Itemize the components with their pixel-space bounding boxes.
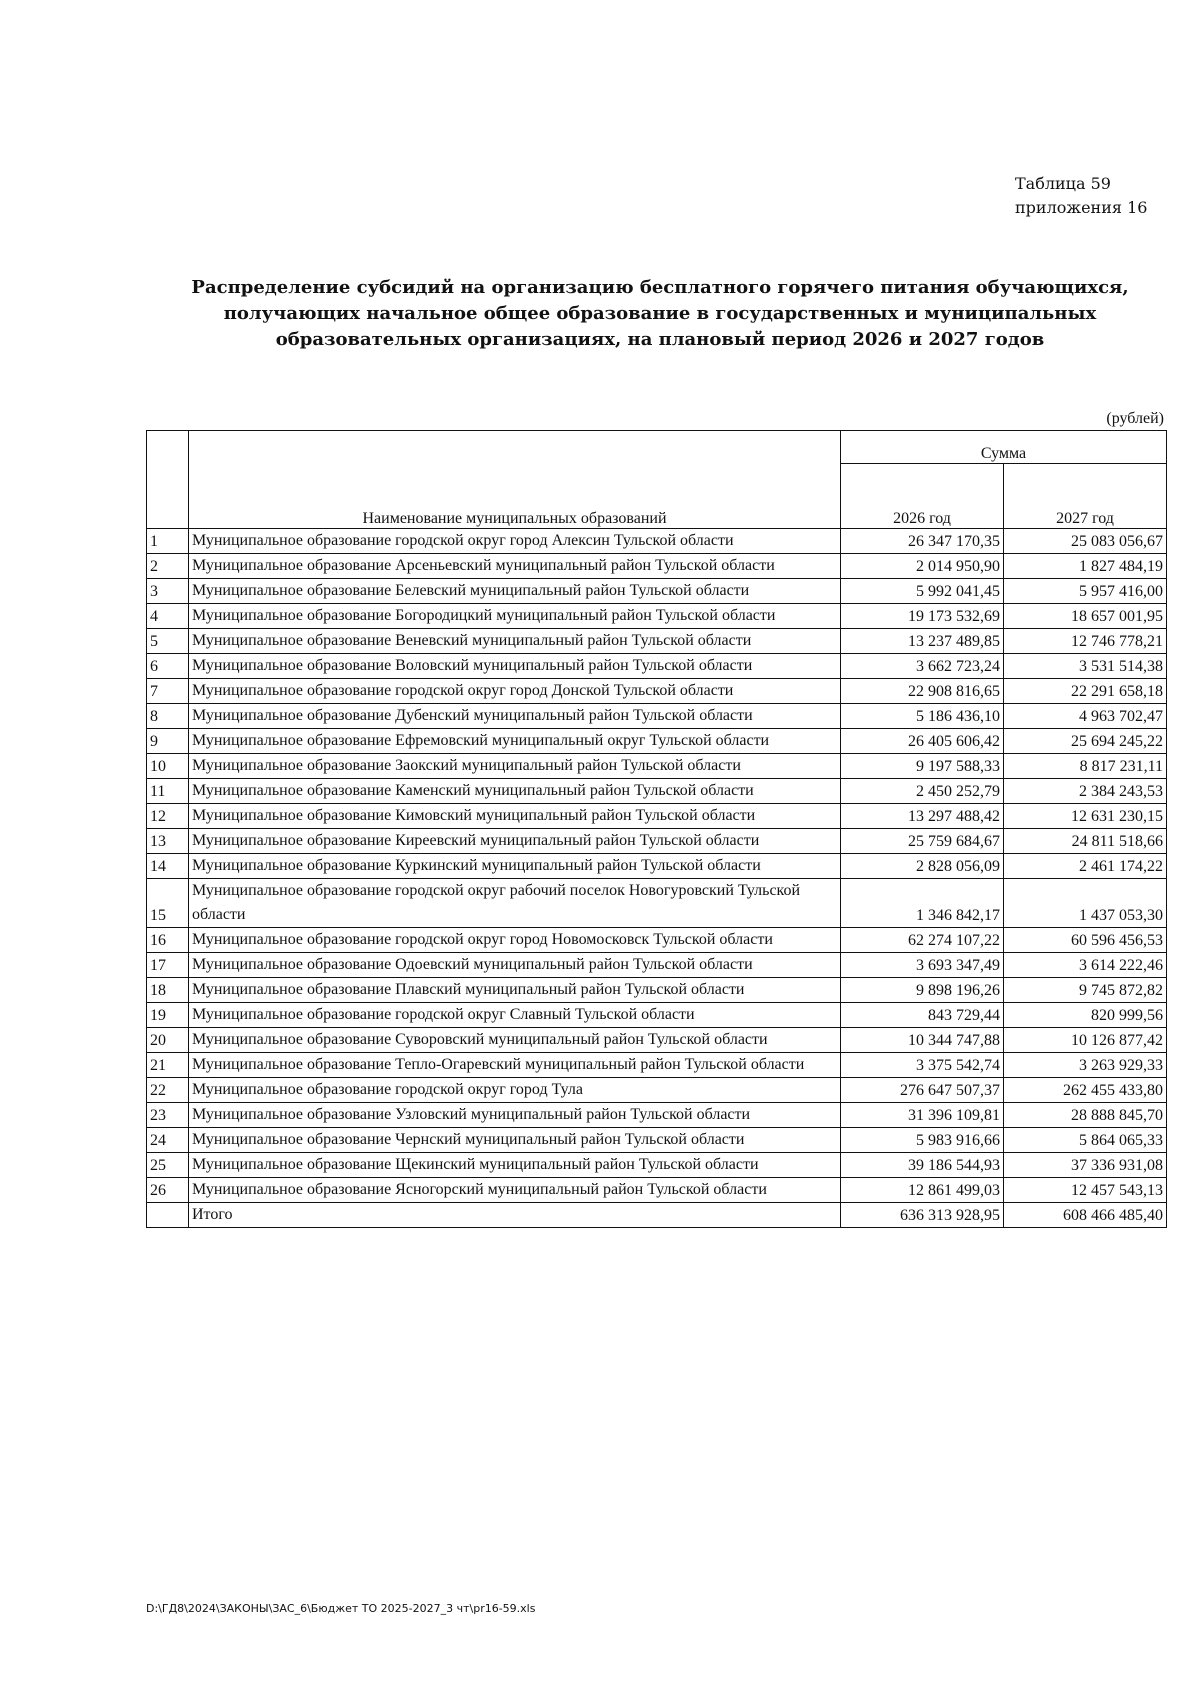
row-number: 5: [147, 629, 189, 654]
file-path-footer: D:\ГД8\2024\ЗАКОНЫ\ЗАС_6\Бюджет ТО 2025-2027_3 чт\pr16-59.xls: [146, 1602, 536, 1615]
total-row: [147, 1203, 1167, 1228]
row-number: 20: [147, 1028, 189, 1053]
amount-2027: 12 746 778,21: [1004, 629, 1167, 654]
table-row: [147, 704, 1167, 729]
table-row: [147, 754, 1167, 779]
amount-2027: 25 083 056,67: [1004, 529, 1167, 554]
amount-2026: 1 346 842,17: [841, 879, 1004, 928]
amount-2027: 8 817 231,11: [1004, 754, 1167, 779]
municipality-name: Муниципальное образование городской округ город Донской Тульской области: [189, 679, 841, 704]
amount-2027: 2 384 243,53: [1004, 779, 1167, 804]
amount-2026: 39 186 544,93: [841, 1153, 1004, 1178]
table-row: [147, 1028, 1167, 1053]
row-number: 18: [147, 978, 189, 1003]
row-number: 3: [147, 579, 189, 604]
amount-2027: 2 461 174,22: [1004, 854, 1167, 879]
table-row: [147, 1078, 1167, 1103]
amount-2026: 26 405 606,42: [841, 729, 1004, 754]
row-number: 6: [147, 654, 189, 679]
municipality-name: Муниципальное образование Веневский муниципальный район Тульской области: [189, 629, 841, 654]
table-row: [147, 1153, 1167, 1178]
amount-2026: 5 983 916,66: [841, 1128, 1004, 1153]
municipality-name: Муниципальное образование Плавский муниципальный район Тульской области: [189, 978, 841, 1003]
amount-2026: 13 297 488,42: [841, 804, 1004, 829]
amount-2026: 2 014 950,90: [841, 554, 1004, 579]
table-row: [147, 1103, 1167, 1128]
municipality-name: Муниципальное образование городской округ город Новомосковск Тульской области: [189, 928, 841, 953]
table-row: [147, 779, 1167, 804]
amount-2027: 25 694 245,22: [1004, 729, 1167, 754]
amount-2027: 10 126 877,42: [1004, 1028, 1167, 1053]
municipality-name: Муниципальное образование Воловский муниципальный район Тульской области: [189, 654, 841, 679]
amount-2026: 843 729,44: [841, 1003, 1004, 1028]
row-number: 26: [147, 1178, 189, 1203]
row-number: 22: [147, 1078, 189, 1103]
amount-2027: 1 437 053,30: [1004, 879, 1167, 928]
municipality-name: Муниципальное образование Одоевский муниципальный район Тульской области: [189, 953, 841, 978]
table-row: [147, 854, 1167, 879]
municipality-name: Муниципальное образование Киреевский муниципальный район Тульской области: [189, 829, 841, 854]
document-title: Распределение субсидий на организацию бесплатного горячего питания обучающихся, получающих начальное общее образование в государственных и муниципальных образовательных организациях, на плановый период 2026 и 2027 годов: [191, 277, 1129, 350]
table-row: [147, 679, 1167, 704]
total-number-cell: [147, 1203, 189, 1228]
amount-2026: 3 375 542,74: [841, 1053, 1004, 1078]
amount-2027: 3 531 514,38: [1004, 654, 1167, 679]
row-number: 7: [147, 679, 189, 704]
row-number: 14: [147, 854, 189, 879]
municipality-name: Муниципальное образование Ефремовский муниципальный округ Тульской области: [189, 729, 841, 754]
row-number: 9: [147, 729, 189, 754]
row-number: 19: [147, 1003, 189, 1028]
table-row: [147, 629, 1167, 654]
amount-2027: 22 291 658,18: [1004, 679, 1167, 704]
amount-2027: 3 263 929,33: [1004, 1053, 1167, 1078]
amount-2026: 26 347 170,35: [841, 529, 1004, 554]
table-row: [147, 1003, 1167, 1028]
appendix-reference: [1015, 172, 1147, 220]
amount-2027: 3 614 222,46: [1004, 953, 1167, 978]
row-number: 2: [147, 554, 189, 579]
row-number: 15: [147, 879, 189, 928]
amount-2027: 60 596 456,53: [1004, 928, 1167, 953]
amount-2026: 2 828 056,09: [841, 854, 1004, 879]
row-number: 11: [147, 779, 189, 804]
table-row: [147, 829, 1167, 854]
amount-2026: 10 344 747,88: [841, 1028, 1004, 1053]
table-row: [147, 953, 1167, 978]
amount-2027: 5 864 065,33: [1004, 1128, 1167, 1153]
amount-2026: 5 186 436,10: [841, 704, 1004, 729]
row-number: 8: [147, 704, 189, 729]
municipality-name: Муниципальное образование Тепло-Огаревский муниципальный район Тульской области: [189, 1053, 841, 1078]
appendix-number: приложения 16: [1015, 198, 1148, 217]
amount-2026: 276 647 507,37: [841, 1078, 1004, 1103]
table-row: [147, 729, 1167, 754]
amount-2026: 9 898 196,26: [841, 978, 1004, 1003]
units-label: (рублей): [1106, 410, 1164, 427]
amount-2027: 5 957 416,00: [1004, 579, 1167, 604]
municipality-name: Муниципальное образование Богородицкий муниципальный район Тульской области: [189, 604, 841, 629]
municipality-name: Муниципальное образование Узловский муниципальный район Тульской области: [189, 1103, 841, 1128]
amount-2027: 28 888 845,70: [1004, 1103, 1167, 1128]
municipality-name: Муниципальное образование Белевский муниципальный район Тульской области: [189, 579, 841, 604]
amount-2027: 37 336 931,08: [1004, 1153, 1167, 1178]
amount-2027: 12 631 230,15: [1004, 804, 1167, 829]
header-sum: Сумма: [841, 431, 1167, 464]
amount-2027: 4 963 702,47: [1004, 704, 1167, 729]
amount-2027: 262 455 433,80: [1004, 1078, 1167, 1103]
table-row: [147, 1178, 1167, 1203]
row-number: 10: [147, 754, 189, 779]
table-row: [147, 879, 1167, 928]
municipality-name: Муниципальное образование Ясногорский муниципальный район Тульской области: [189, 1178, 841, 1203]
table-number: Таблица 59: [1015, 174, 1111, 193]
municipality-name: Муниципальное образование Чернский муниципальный район Тульской области: [189, 1128, 841, 1153]
table-row: [147, 529, 1167, 554]
municipality-name: Муниципальное образование городской округ город Алексин Тульской области: [189, 529, 841, 554]
amount-2026: 62 274 107,22: [841, 928, 1004, 953]
amount-2026: 22 908 816,65: [841, 679, 1004, 704]
amount-2026: 9 197 588,33: [841, 754, 1004, 779]
amount-2026: 25 759 684,67: [841, 829, 1004, 854]
header-year-2027: 2027 год: [1004, 464, 1167, 529]
total-label: Итого: [189, 1203, 841, 1228]
row-number: 12: [147, 804, 189, 829]
table-row: [147, 654, 1167, 679]
municipality-name: Муниципальное образование Щекинский муниципальный район Тульской области: [189, 1153, 841, 1178]
table-row: [147, 928, 1167, 953]
table-row: [147, 978, 1167, 1003]
municipality-name: Муниципальное образование Дубенский муниципальный район Тульской области: [189, 704, 841, 729]
header-name: Наименование муниципальных образований: [189, 431, 841, 529]
municipality-name: Муниципальное образование Куркинский муниципальный район Тульской области: [189, 854, 841, 879]
subsidy-table: [146, 430, 1167, 1228]
amount-2027: 12 457 543,13: [1004, 1178, 1167, 1203]
table-row: [147, 554, 1167, 579]
amount-2026: 12 861 499,03: [841, 1178, 1004, 1203]
row-number: 23: [147, 1103, 189, 1128]
row-number: 16: [147, 928, 189, 953]
municipality-name: Муниципальное образование городской округ Славный Тульской области: [189, 1003, 841, 1028]
row-number: 25: [147, 1153, 189, 1178]
amount-2026: 3 662 723,24: [841, 654, 1004, 679]
table-row: [147, 804, 1167, 829]
table-row: [147, 1128, 1167, 1153]
header-number-cell: [147, 431, 189, 529]
table-row: [147, 1053, 1167, 1078]
header-year-2026: 2026 год: [841, 464, 1004, 529]
row-number: 13: [147, 829, 189, 854]
row-number: 24: [147, 1128, 189, 1153]
amount-2026: 13 237 489,85: [841, 629, 1004, 654]
row-number: 4: [147, 604, 189, 629]
municipality-name: Муниципальное образование Суворовский муниципальный район Тульской области: [189, 1028, 841, 1053]
row-number: 1: [147, 529, 189, 554]
municipality-name: Муниципальное образование городской округ город Тула: [189, 1078, 841, 1103]
municipality-name: Муниципальное образование Заокский муниципальный район Тульской области: [189, 754, 841, 779]
total-2027: 608 466 485,40: [1004, 1203, 1167, 1228]
amount-2027: 9 745 872,82: [1004, 978, 1167, 1003]
municipality-name: Муниципальное образование Каменский муниципальный район Тульской области: [189, 779, 841, 804]
amount-2026: 3 693 347,49: [841, 953, 1004, 978]
table-row: [147, 604, 1167, 629]
amount-2027: 1 827 484,19: [1004, 554, 1167, 579]
amount-2027: 820 999,56: [1004, 1003, 1167, 1028]
amount-2026: 5 992 041,45: [841, 579, 1004, 604]
amount-2026: 19 173 532,69: [841, 604, 1004, 629]
row-number: 17: [147, 953, 189, 978]
municipality-name: Муниципальное образование Кимовский муниципальный район Тульской области: [189, 804, 841, 829]
municipality-name: Муниципальное образование городской округ рабочий поселок Новогуровский Тульской области: [189, 879, 841, 928]
amount-2026: 2 450 252,79: [841, 779, 1004, 804]
row-number: 21: [147, 1053, 189, 1078]
table-row: [147, 579, 1167, 604]
total-2026: 636 313 928,95: [841, 1203, 1004, 1228]
municipality-name: Муниципальное образование Арсеньевский муниципальный район Тульской области: [189, 554, 841, 579]
amount-2027: 24 811 518,66: [1004, 829, 1167, 854]
amount-2026: 31 396 109,81: [841, 1103, 1004, 1128]
amount-2027: 18 657 001,95: [1004, 604, 1167, 629]
